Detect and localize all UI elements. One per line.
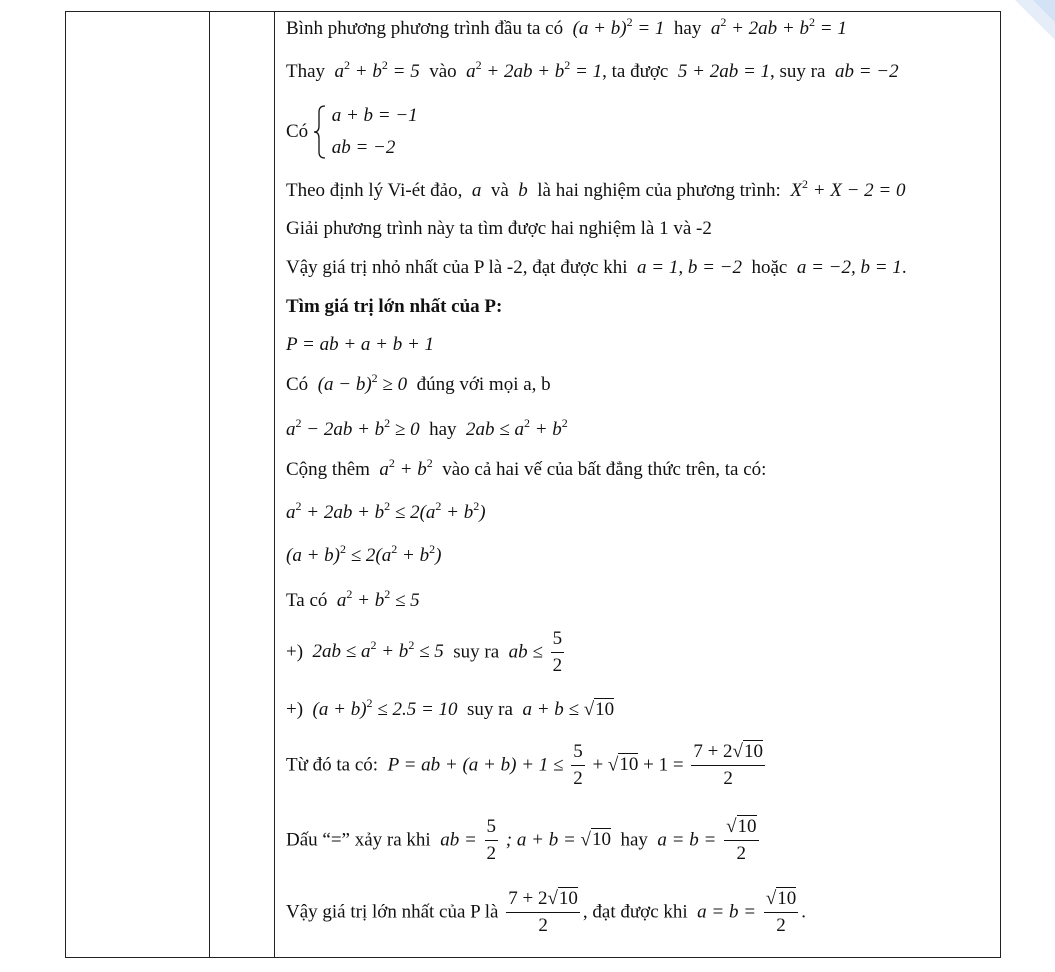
- text: vào: [429, 61, 457, 82]
- line-system: Có a + b = −1 ab = −2: [286, 105, 418, 158]
- line-max-result: Vậy giá trị lớn nhất của P là $\frac{7 + 2√10}{2}$ , đạt được khi a = b = $\frac{√10}{2}$ .: [286, 888, 807, 936]
- text: , suy ra: [770, 61, 826, 82]
- line-ineq-1: $a^2 + 2ab + b^2 \le 2(a^2 + b^2)$: [286, 499, 486, 523]
- text: +): [286, 641, 304, 663]
- text: Dấu “=” xảy ra khi: [286, 829, 431, 851]
- text: , đạt được khi: [582, 901, 688, 923]
- column-divider-2: [274, 12, 275, 957]
- line-solve: [286, 218, 712, 240]
- line-p-bound: Từ đó ta có: P = ab + (a + b) + 1 ≤ $\frac{5}{2}$ + √10 + 1 = $\frac{7 + 2√10}{2}$: [286, 741, 763, 789]
- text: Ta có: [286, 590, 328, 611]
- text: là hai nghiệm của phương trình:: [537, 180, 781, 201]
- text: Thay: [286, 61, 326, 82]
- text: Từ đó ta có:: [286, 754, 379, 776]
- line-square-nonneg: Có $(a - b)^2 \ge 0$ đúng với mọi a, b: [286, 371, 551, 395]
- text: đúng với mọi a, b: [416, 374, 551, 395]
- text: Giải phương trình này ta tìm được hai nghiệm là 1 và -2: [286, 218, 712, 239]
- text: Có: [286, 374, 309, 395]
- text: +): [286, 699, 304, 720]
- text: hoặc: [751, 257, 788, 278]
- line-vieta: Theo định lý Vi-ét đảo, a và b là hai nghiệm của phương trình: $X^2 + X - 2 = 0$: [286, 177, 906, 201]
- text: Vậy giá trị nhỏ nhất của P là -2, đạt được khi: [286, 257, 628, 278]
- line-sum-bound: +) $(a + b)^2 \le 2.5 = 10$ suy ra a + b ≤ √10: [286, 696, 615, 720]
- line-p-definition: P = ab + a + b + 1: [286, 334, 435, 355]
- text: Có: [286, 121, 309, 142]
- text: hay: [673, 18, 702, 39]
- line-expand: $a^2 - 2ab + b^2 \ge 0$ hay $2ab \le a^2 + b^2$: [286, 416, 568, 440]
- heading-find-max: [286, 296, 502, 318]
- line-substitute: Thay $a^2 + b^2 = 5$ vào $a^2 + 2ab + b^2 = 1$, ta được 5 + 2ab = 1, suy ra ab = −2: [286, 58, 899, 82]
- text: Bình phương phương trình đầu ta có: [286, 18, 564, 39]
- text: Cộng thêm: [286, 459, 370, 480]
- text: Tìm giá trị lớn nhất của P:: [286, 296, 503, 317]
- text: vào cả hai vế của bất đẳng thức trên, ta có:: [442, 459, 767, 480]
- text: hay: [429, 419, 457, 440]
- text: Theo định lý Vi-ét đảo,: [286, 180, 463, 201]
- text: và: [490, 180, 509, 201]
- brace-icon: [313, 104, 327, 160]
- line-ab-bound: +) $2ab \le a^2 + b^2 \le 5$ suy ra ab ≤ $\frac{5}{2}$: [286, 628, 563, 676]
- line-given: Ta có $a^2 + b^2 \le 5$: [286, 587, 420, 611]
- text: suy ra: [467, 699, 513, 720]
- line-min-result: Vậy giá trị nhỏ nhất của P là -2, đạt được khi a = 1, b = −2 hoặc a = −2, b = 1.: [286, 257, 907, 278]
- text: Vậy giá trị lớn nhất của P là: [286, 901, 499, 923]
- line-square-equation: Bình phương phương trình đầu ta có $(a + b)^2 = 1$ hay $a^2 + 2ab + b^2 = 1$: [286, 15, 847, 39]
- text: hay: [620, 829, 648, 851]
- column-divider-1: [209, 12, 210, 957]
- text: , ta được: [602, 61, 669, 82]
- line-ineq-2: $(a + b)^2 \le 2(a^2 + b^2)$: [286, 542, 442, 566]
- corner-decoration: [995, 0, 1055, 60]
- line-add-both: Cộng thêm $a^2 + b^2$ vào cả hai vế của bất đẳng thức trên, ta có:: [286, 456, 767, 480]
- text: suy ra: [453, 641, 500, 663]
- line-equality: Dấu “=” xảy ra khi ab = $\frac{5}{2}$ ; a + b = √10 hay a = b = $\frac{√10}{2}$: [286, 816, 757, 864]
